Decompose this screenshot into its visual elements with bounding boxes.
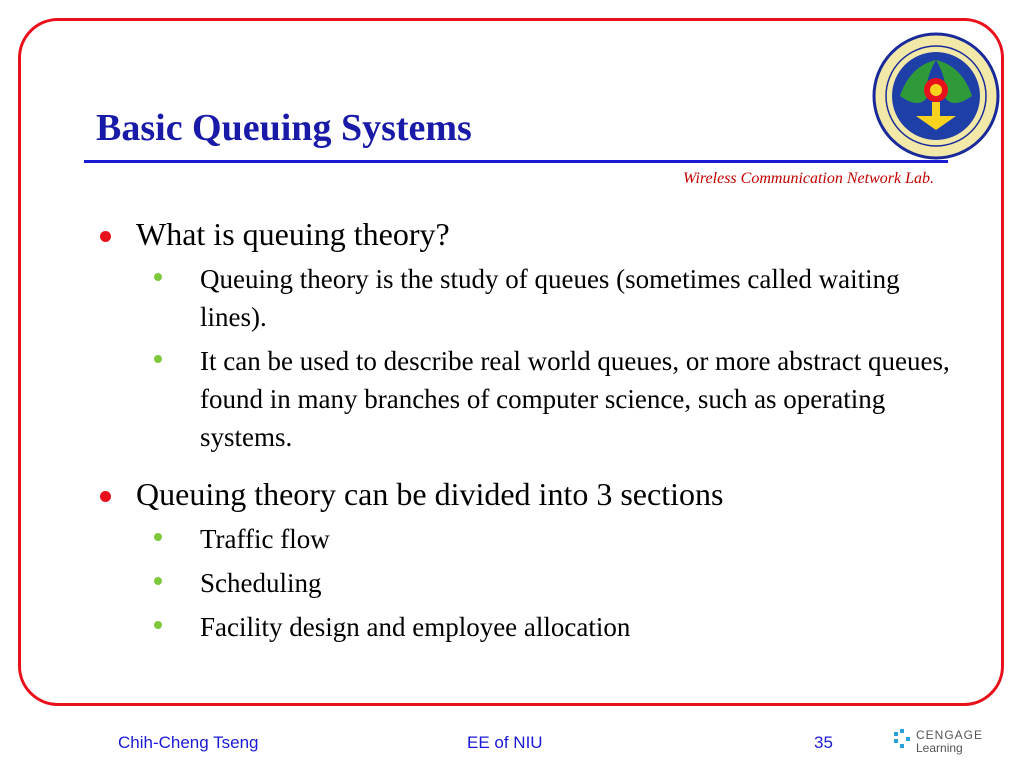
bullet-text: Queuing theory can be divided into 3 sections <box>136 476 724 512</box>
slide-title: Basic Queuing Systems <box>96 107 472 149</box>
footer-page-number: 35 <box>814 733 833 752</box>
bullet-text: Scheduling <box>200 568 322 598</box>
footer-dept: EE of NIU <box>467 733 543 752</box>
bullet-level2 <box>96 608 956 646</box>
bullet-dot-icon <box>154 577 162 585</box>
bullet-level1 <box>96 474 956 514</box>
title-underline <box>84 160 948 163</box>
bullet-dot-icon <box>154 355 162 363</box>
bullet-text: Facility design and employee allocation <box>200 612 631 642</box>
footer-author: Chih-Cheng Tseng <box>118 733 259 752</box>
svg-text:CENGAGE: CENGAGE <box>916 728 984 742</box>
bullet-level2 <box>96 260 956 336</box>
bullet-level2 <box>96 520 956 558</box>
bullet-text: What is queuing theory? <box>136 216 450 252</box>
bullet-text: Traffic flow <box>200 524 330 554</box>
bullet-level2 <box>96 564 956 602</box>
bullet-dot-icon <box>154 621 162 629</box>
bullet-dot-icon <box>100 491 111 502</box>
slide-body <box>96 206 956 646</box>
svg-text:Learning: Learning <box>916 741 963 755</box>
bullet-dot-icon <box>154 533 162 541</box>
bullet-text: Queuing theory is the study of queues (sometimes called waiting lines). <box>200 264 900 332</box>
bullet-level2 <box>96 342 956 456</box>
bullet-dot-icon <box>100 231 111 242</box>
bullet-dot-icon <box>154 273 162 281</box>
cengage-learning-logo <box>892 726 1012 756</box>
bullet-text: It can be used to describe real world queues, or more abstract queues, found in many branches of computer science, such as operating systems. <box>200 346 950 452</box>
bullet-level1 <box>96 214 956 254</box>
lab-name: Wireless Communication Network Lab. <box>683 170 934 187</box>
university-seal-logo <box>870 30 1002 162</box>
